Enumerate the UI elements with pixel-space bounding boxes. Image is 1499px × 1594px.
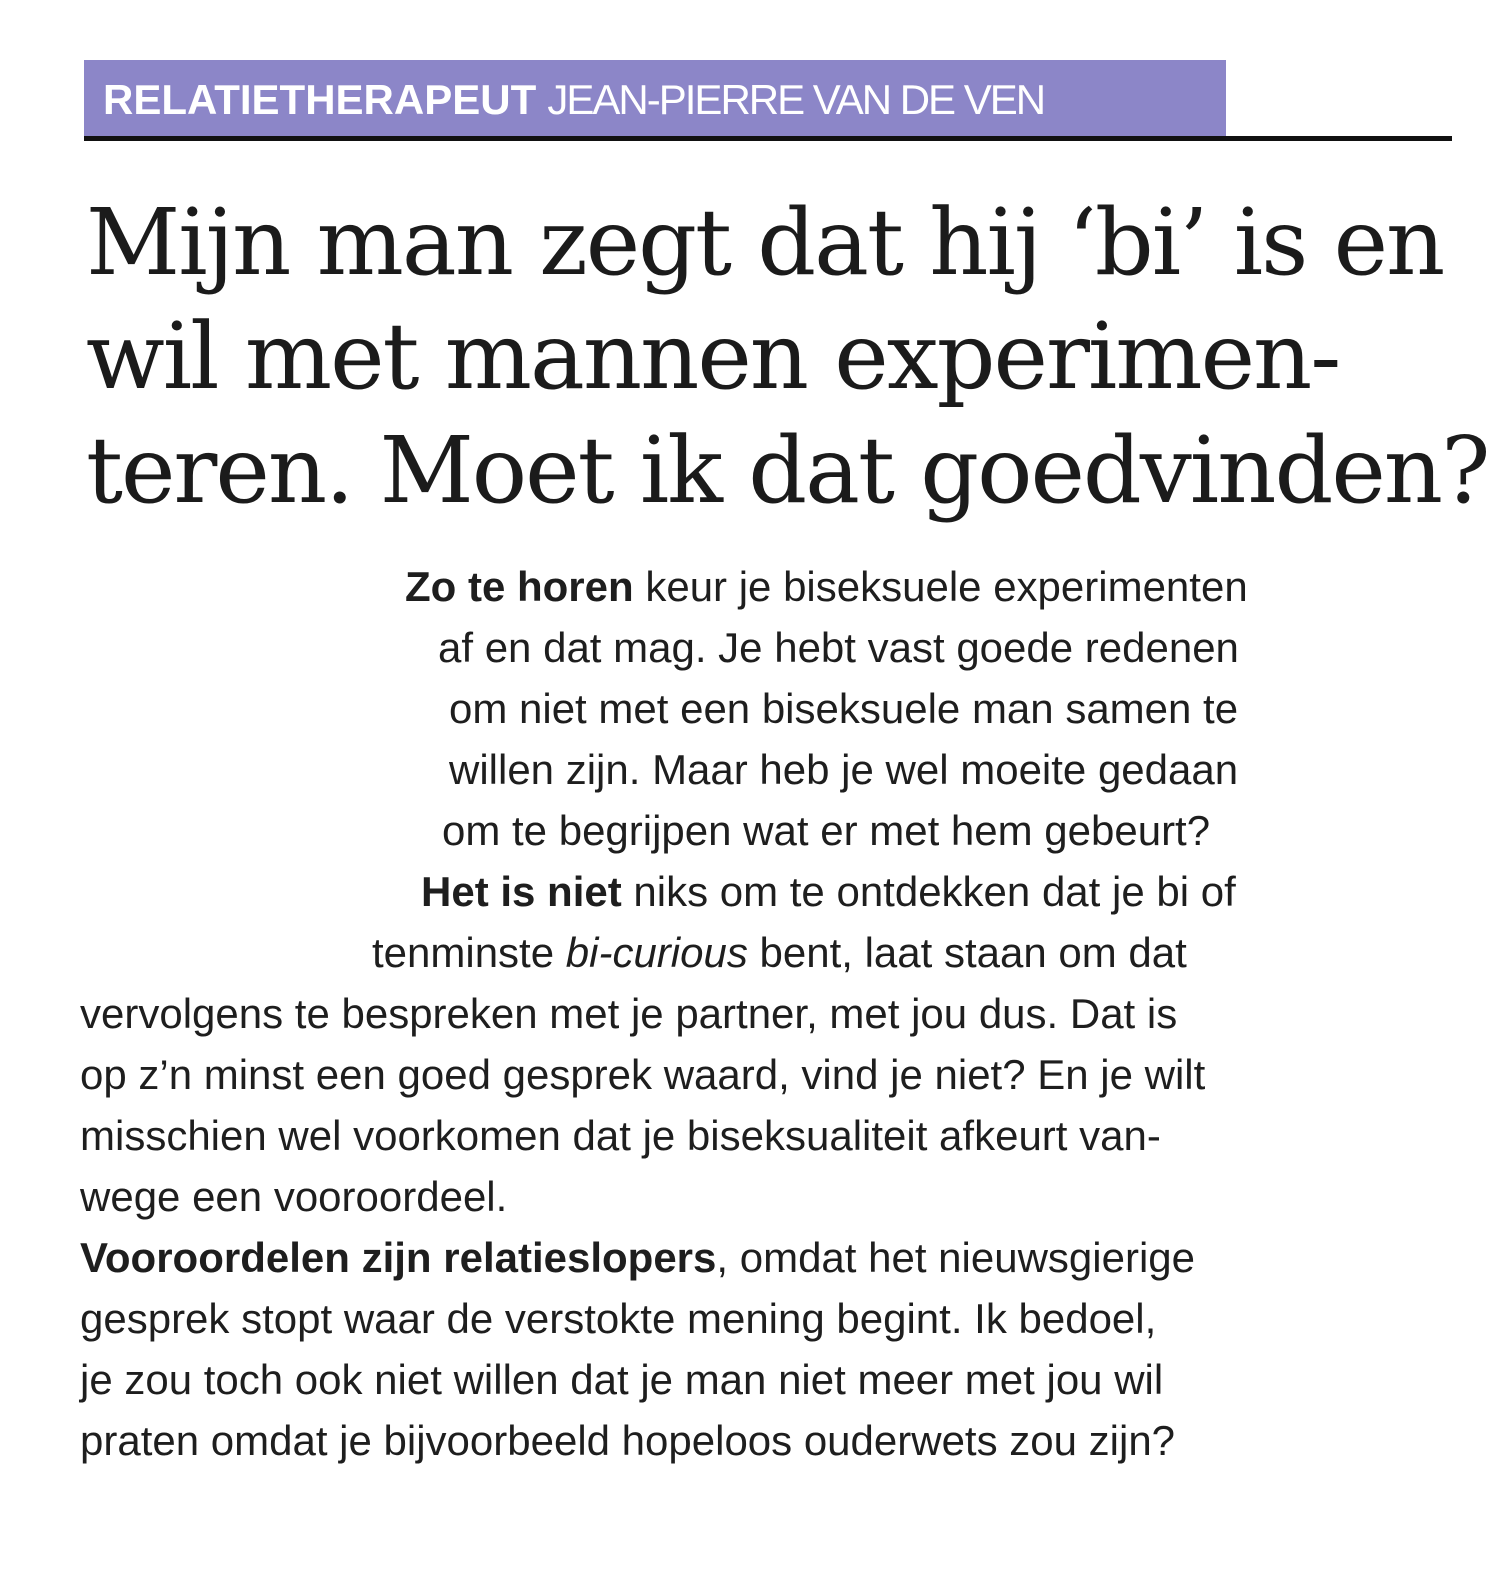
headline-line-1: Mijn man zegt dat hij ‘bi’ is en [86,189,1444,296]
column-author: JEAN-PIERRE VAN DE VEN [547,76,1045,123]
headline [86,186,1489,528]
lead-in-2: Het is niet [421,868,622,915]
body-line-15: praten omdat je bijvoorbeeld hopeloos ouderwets zou zijn? [80,1417,1176,1464]
body-line-1: Zo te horen keur je biseksuele experimenten [405,563,1248,610]
body-line-2: af en dat mag. Je hebt vast goede redenen [438,624,1239,671]
lead-in-1: Zo te horen [405,563,634,610]
body-line-3: om niet met een biseksuele man samen te [449,685,1239,732]
body-line-13: gesprek stopt waar de verstokte mening begint. Ik bedoel, [80,1295,1157,1342]
body-line-4: willen zijn. Maar heb je wel moeite gedaan [449,746,1239,793]
column-header [103,72,1044,128]
body-line-10: misschien wel voorkomen dat je biseksualiteit afkeurt van- [80,1112,1161,1159]
body-line-14: je zou toch ook niet willen dat je man niet meer met jou wil [80,1356,1164,1403]
italic-term: bi-curious [565,929,748,976]
column-kicker: RELATIETHERAPEUT [103,76,537,123]
body-line-5: om te begrijpen wat er met hem gebeurt? [442,807,1211,854]
body-line-12: Vooroordelen zijn relatieslopers, omdat het nieuwsgierige [80,1234,1196,1281]
lead-in-3: Vooroordelen zijn relatieslopers [80,1234,717,1281]
headline-line-2: wil met mannen experimen- [86,303,1340,410]
header-rule [84,136,1452,141]
body-line-9: op z’n minst een goed gesprek waard, vind je niet? En je wilt [80,1051,1206,1098]
headline-line-3: teren. Moet ik dat goedvinden? [86,417,1489,524]
body-line-7: tenminste bi-curious bent, laat staan om dat [372,929,1187,976]
body-line-8: vervolgens te bespreken met je partner, met jou dus. Dat is [80,990,1178,1037]
body-line-11: wege een vooroordeel. [80,1173,508,1220]
body-line-6: Het is niet niks om te ontdekken dat je bi of [421,868,1236,915]
